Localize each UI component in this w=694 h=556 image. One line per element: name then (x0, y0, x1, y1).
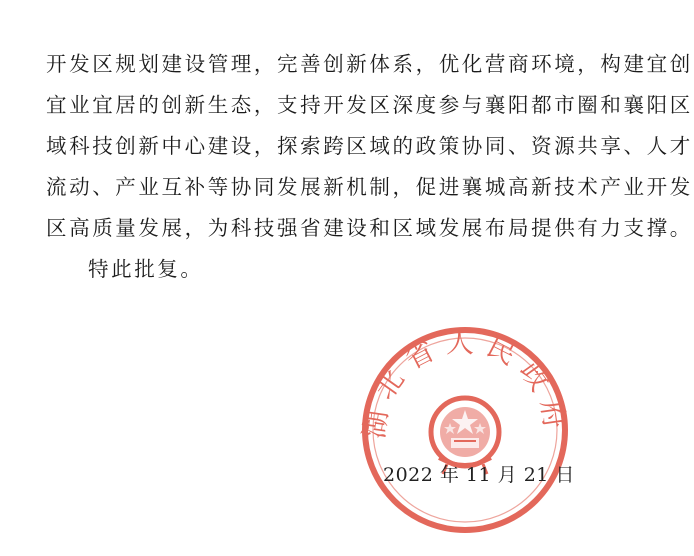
paragraph-line-3: 域科技创新中心建设，探索跨区域的政策协同、资源共享、人才 (46, 134, 693, 158)
document-date: 2022 年 11 月 21 日 (383, 464, 575, 486)
paragraph-line-5: 区高质量发展，为科技强省建设和区域发展布局提供有力支撑。 (46, 216, 693, 240)
paragraph-line-2: 宜业宜居的创新生态，支持开发区深度参与襄阳都市圈和襄阳区 (46, 93, 693, 117)
closing-line: 特此批复。 (88, 257, 204, 281)
paragraph-line-4: 流动、产业互补等协同发展新机制，促进襄城高新技术产业开发 (46, 175, 693, 199)
paragraph-line-1: 开发区规划建设管理，完善创新体系，优化营商环境，构建宜创 (46, 52, 693, 76)
official-seal-stamp (355, 320, 575, 540)
seal-text-path: 湖北省人民政府 (357, 326, 573, 441)
